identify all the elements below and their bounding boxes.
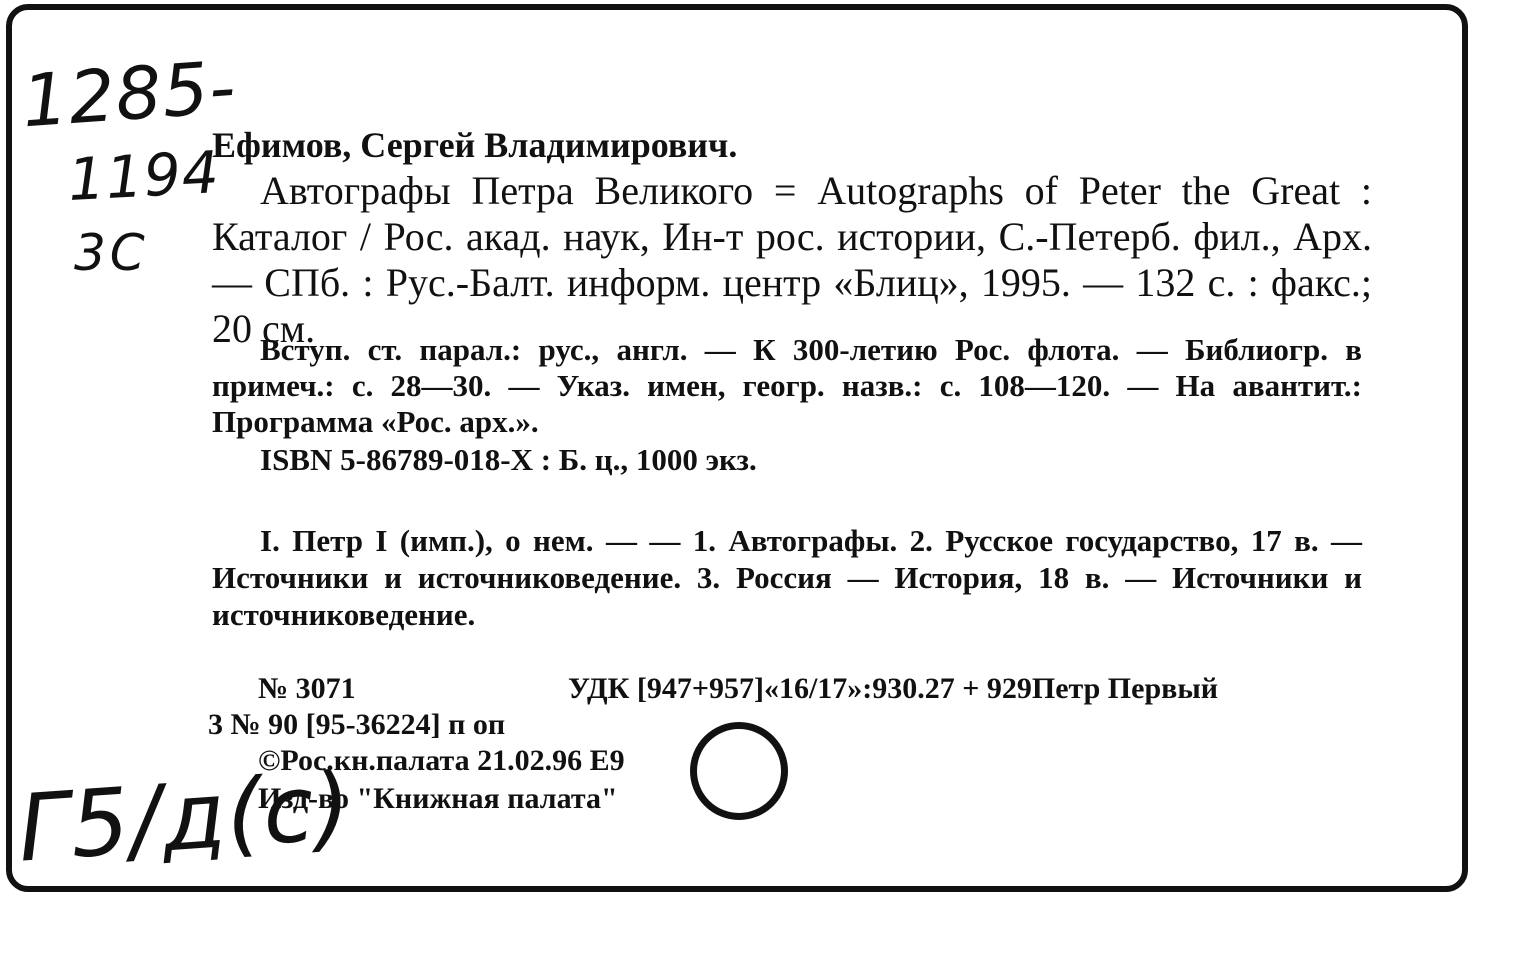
notes-section <box>212 332 1362 478</box>
copyright-line: ©Рос.кн.палата 21.02.96 Е9 <box>258 744 625 777</box>
isbn-line: ISBN 5-86789-018-Х : Б. ц., 1000 экз. <box>260 442 757 477</box>
title-block: Автографы Петра Великого = Autographs of Peter the Great : Каталог / Рос. акад. наук, Ин-т рос. истории, С.-Петерб. фил., Арх. — СПб. : Рус.-Балт. информ. центр «Блиц», 1995. — 132 с. : факс.; 20 см. <box>212 168 1372 351</box>
registration-line: 3 № 90 [95-36224] п оп <box>208 708 506 741</box>
handwritten-second-number: 1194 <box>66 138 222 214</box>
card-number: № 3071 <box>258 672 356 705</box>
publisher-line: Изд-во "Книжная палата" <box>258 782 618 815</box>
handwritten-code: 3C <box>74 224 149 282</box>
udk-classification: УДК [947+957]«16/17»:930.27 + 929Петр Первый <box>568 672 1219 705</box>
handwritten-shelf-mark: Г5/д(с) <box>14 752 356 883</box>
notes-text: Вступ. ст. парал.: рус., англ. — К 300-летию Рос. флота. — Библиогр. в примеч.: с. 28—30. — Указ. имен, геогр. назв.: с. 108—120. — На авантит.: Программа «Рос. арх.». <box>212 332 1362 439</box>
handwritten-number: 1285- <box>19 44 239 144</box>
punch-hole-circle <box>690 722 788 820</box>
author-heading: Ефимов, Сергей Владимирович. <box>212 125 738 165</box>
subject-headings: I. Петр I (имп.), о нем. — — 1. Автографы. 2. Русское государство, 17 в. — Источники и источниковедение. 3. Россия — История, 18 в. — Источники и источниковедение. <box>212 523 1362 632</box>
bibliographic-entry <box>212 122 1372 352</box>
